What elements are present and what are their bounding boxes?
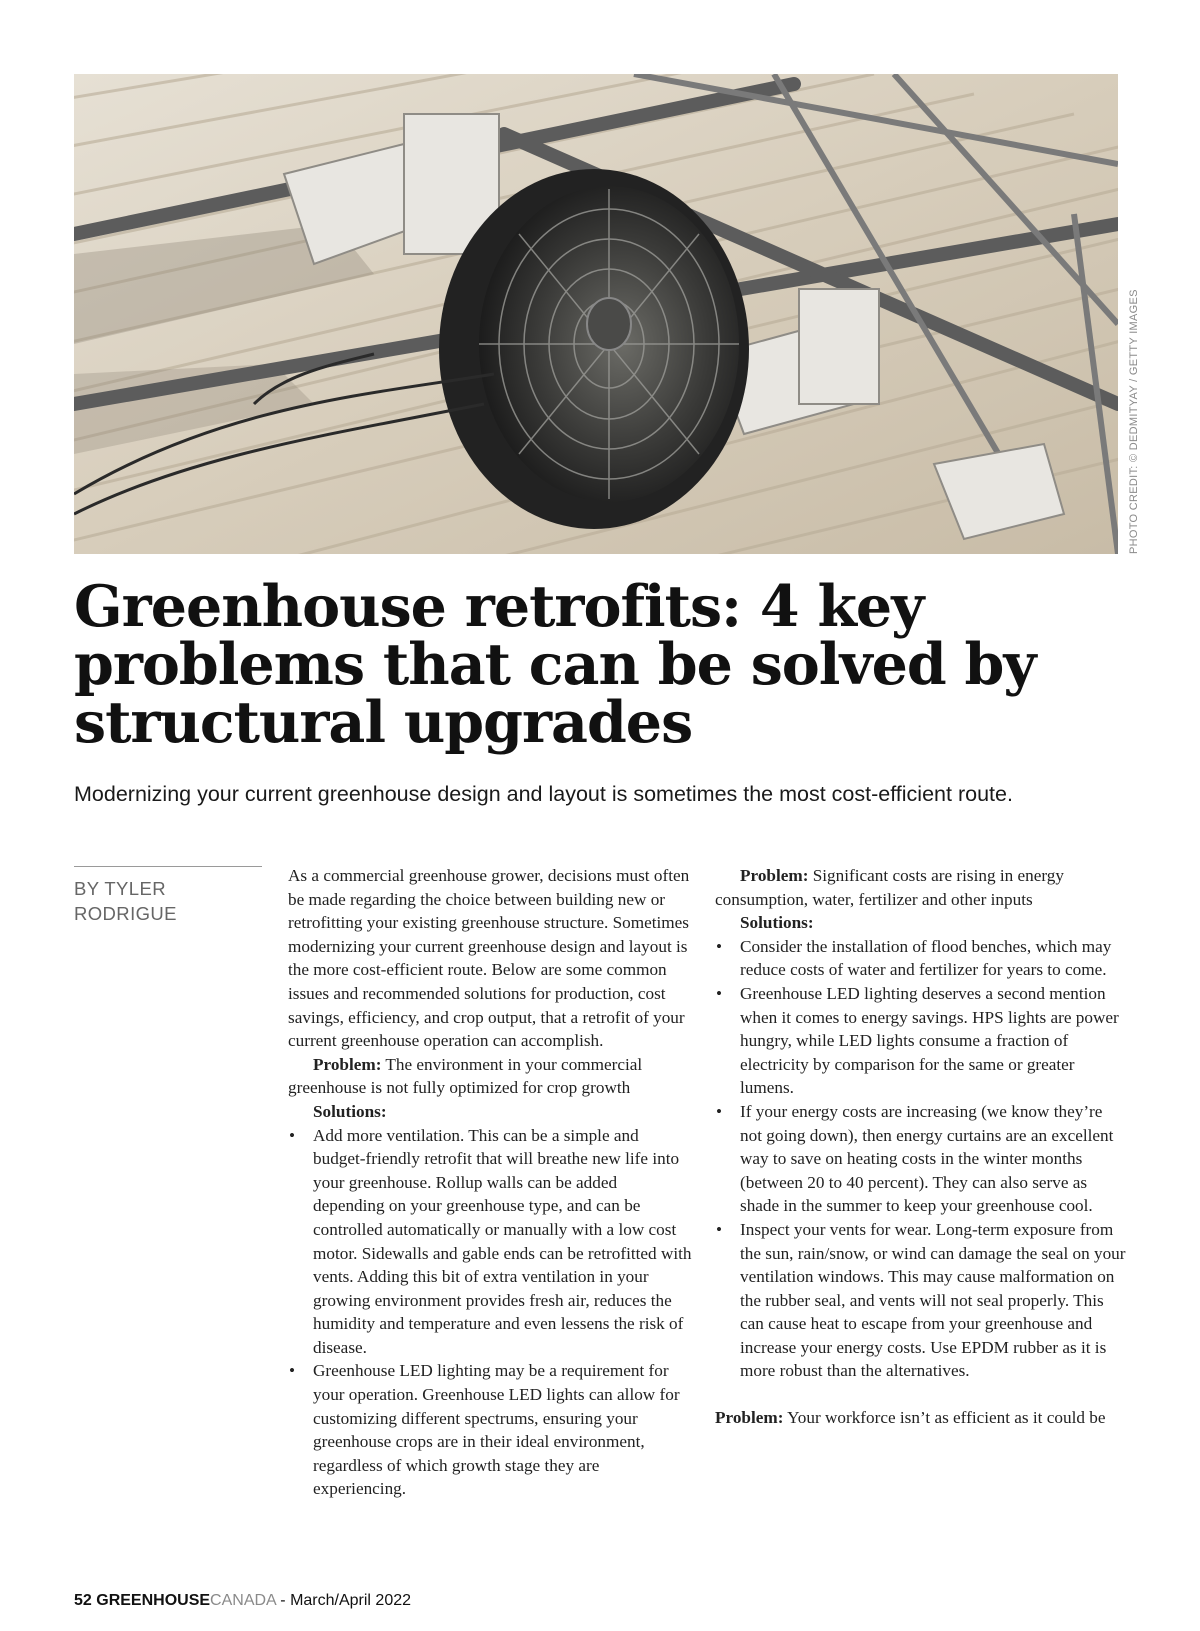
list-item: • Add more ventilation. This can be a simple and budget-friendly retrofit that will breathe new life into your greenhouse. Rollup walls can be added depending on your greenhouse type, and can be controlled automatically or manually with a low cost motor. Sidewalls and gable ends can be retrofitted with vents. Adding this bit of extra ventilation in your growing environment provides fresh air, reduces the humidity and temperature and even lessens the risk of disease. (288, 1124, 692, 1360)
magazine-brand: GREENHOUSE (96, 1592, 211, 1609)
title-line-3: structural upgrades (74, 689, 693, 756)
photo-illustration (74, 74, 1118, 554)
problem-label: Problem: (740, 866, 809, 885)
byline-divider (74, 866, 262, 867)
photo-credit: PHOTO CREDIT: © DEDMITYAY / GETTY IMAGES (1128, 289, 1140, 554)
title-line-1: Greenhouse retrofits: 4 key (74, 573, 924, 640)
fan-shape (439, 169, 749, 529)
paragraph-gap (715, 1383, 1127, 1406)
article-subtitle: Modernizing your current greenhouse design and layout is sometimes the most cost-efficient route. (74, 782, 1013, 806)
magazine-brand-suffix: CANADA (210, 1592, 276, 1609)
byline-line-2: RODRIGUE (74, 903, 177, 924)
article-title (74, 573, 1134, 756)
solutions-heading: Solutions: (740, 913, 814, 933)
problem-2 (715, 864, 1127, 911)
byline (74, 876, 254, 926)
greenhouse-fan-photo (74, 74, 1118, 554)
list-item: • Greenhouse LED lighting may be a requirement for your operation. Greenhouse LED lights can allow for customizing different spectrums, ensuring your greenhouse crops are in their ideal environment, regardless of which growth stage they are experiencing. (288, 1359, 692, 1501)
solutions-list (715, 935, 1127, 1383)
page-number: 52 (74, 1592, 92, 1609)
list-item: • Consider the installation of flood benches, which may reduce costs of water and fertilizer for years to come. (715, 935, 1127, 982)
solutions-list (288, 1124, 692, 1502)
list-item: • Greenhouse LED lighting deserves a second mention when it comes to energy savings. HPS lights are power hungry, while LED lights consume a fraction of electricity by comparison for the same or greater lumens. (715, 982, 1127, 1100)
problem-text: Your workforce isn’t as efficient as it could be (783, 1408, 1106, 1428)
solutions-heading: Solutions: (313, 1101, 387, 1121)
issue-date: - March/April 2022 (275, 1592, 412, 1609)
list-item: • If your energy costs are increasing (we know they’re not going down), then energy curtains are an excellent way to save on heating costs in the winter months (between 20 to 40 percent). They can also serve as shade in the summer to keep your greenhouse cool. (715, 1100, 1127, 1218)
body-column-2 (715, 864, 1127, 1430)
problem-label: Problem: (313, 1054, 382, 1074)
problem-label: Problem: (715, 1408, 784, 1428)
body-column-1 (288, 864, 692, 1501)
problem-1 (288, 1053, 692, 1100)
title-line-2: problems that can be solved by (74, 631, 1036, 698)
problem-text: The environment in your commercial greenhouse is not fully optimized for crop growth (288, 1054, 643, 1098)
problem-text: Significant costs are rising in energy consumption, water, fertilizer and other inputs (715, 866, 1064, 909)
problem-3 (715, 1406, 1127, 1430)
intro-paragraph: As a commercial greenhouse grower, decisions must often be made regarding the choice between building new or retrofitting your existing greenhouse structure. Sometimes modernizing your current greenhouse design and layout is the more cost-efficient route. Below are some common issues and recommended solutions for production, cost savings, efficiency, and crop output, that a retrofit of your current greenhouse operation can accomplish. (288, 866, 690, 1051)
list-item: • Inspect your vents for wear. Long-term exposure from the sun, rain/snow, or wind can damage the seal on your ventilation windows. This may cause malformation on the rubber seal, and vents will not seal properly. This can cause heat to escape from your greenhouse and increase your energy costs. Use EPDM rubber as it is more robust than the alternatives. (715, 1218, 1127, 1383)
byline-line-1: BY TYLER (74, 878, 166, 899)
page-footer (74, 1592, 411, 1610)
